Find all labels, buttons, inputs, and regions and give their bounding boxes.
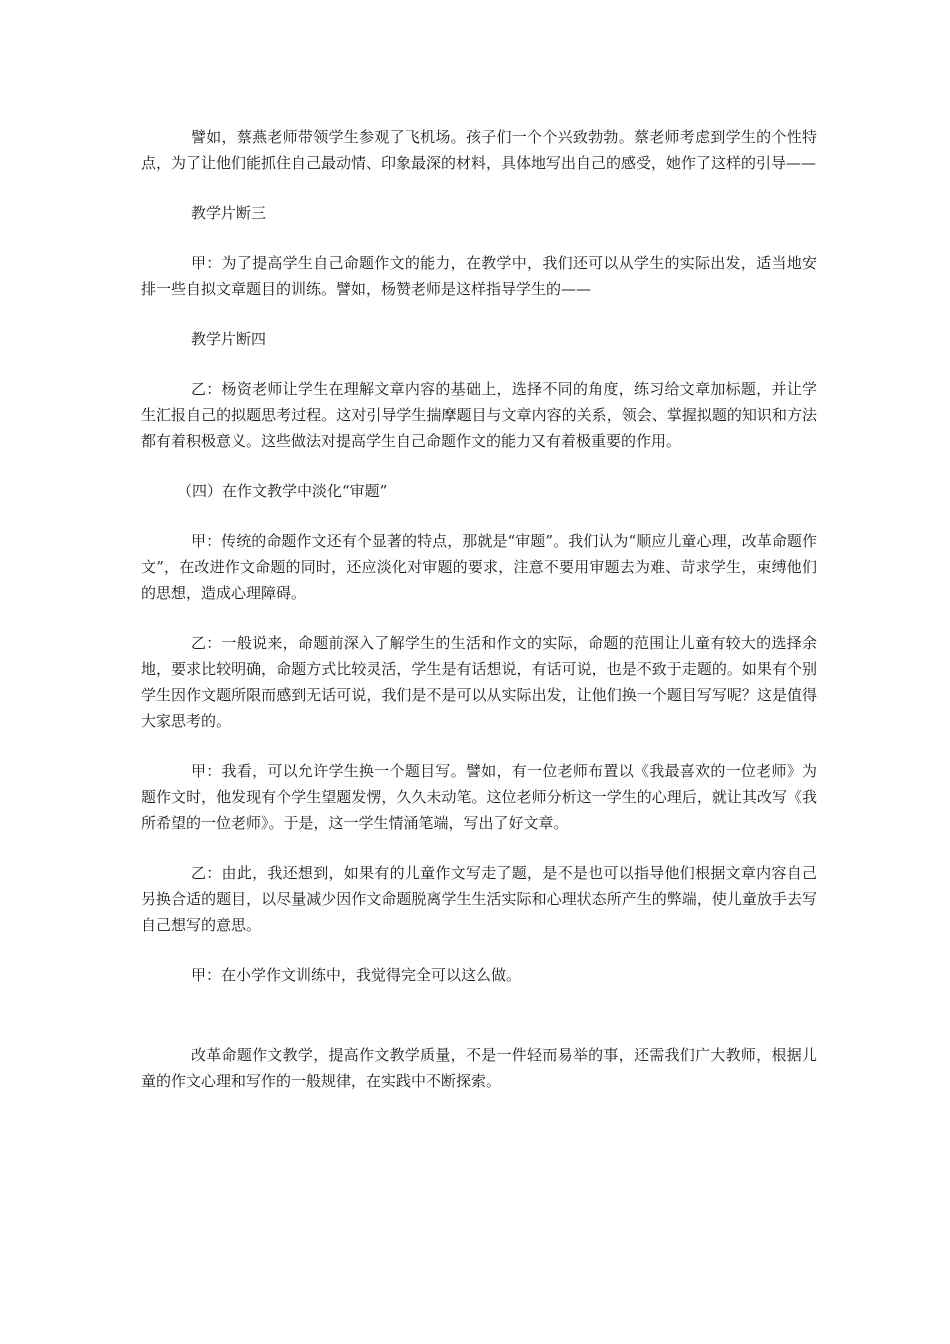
paragraph-jia-traditional: 甲：传统的命题作文还有个显著的特点，那就是“审题”。我们认为“顺应儿童心理，改革命题作文”，在改进作文命题的同时，还应淡化对审题的要求，注意不要用审题去为难、苛求学生，束缚他们的思想，造成心理障碍。 (141, 532, 817, 602)
paragraph-yi-off-topic: 乙：由此，我还想到，如果有的儿童作文写走了题，是不是也可以指导他们根据文章内容自己另换合适的题目，以尽量减少因作文命题脱离学生生活实际和心理状态所产生的弊端，使儿童放手去写自己想写的意思。 (141, 864, 817, 934)
paragraph-jia-allow-change: 甲：我看，可以允许学生换一个题目写。譬如，有一位老师布置以《我最喜欢的一位老师》为题作文时，他发现有个学生望题发愣，久久未动笔。这位老师分析这一学生的心理后，就让其改写《我所希望的一位老师》。于是，这一学生情涌笔端，写出了好文章。 (141, 762, 817, 832)
document-page (141, 124, 817, 1118)
paragraph-conclusion: 改革命题作文教学，提高作文教学质量，不是一件轻而易举的事，还需我们广大教师，根据儿童的作文心理和写作的一般规律，在实践中不断探索。 (141, 1046, 817, 1090)
paragraph-yi-adding-titles: 乙：杨资老师让学生在理解文章内容的基础上，选择不同的角度，练习给文章加标题，并让学生汇报自己的拟题思考过程。这对引导学生揣摩题目与文章内容的关系，领会、掌握拟题的知识和方法都有着积极意义。这些做法对提高学生自己命题作文的能力又有着极重要的作用。 (141, 380, 817, 450)
paragraph-jia-agree: 甲：在小学作文训练中，我觉得完全可以这么做。 (191, 966, 522, 984)
heading-segment-three: 教学片断三 (191, 204, 267, 222)
section-heading-four: （四）在作文教学中淡化“审题” (177, 482, 388, 500)
heading-segment-four: 教学片断四 (191, 330, 267, 348)
paragraph-yi-generally: 乙：一般说来，命题前深入了解学生的生活和作文的实际，命题的范围让儿童有较大的选择余地，要求比较明确，命题方式比较灵活，学生是有话想说，有话可说，也是不致于走题的。如果有个别学生因作文题所限而感到无话可说，我们是不是可以从实际出发，让他们换一个题目写写呢？这是值得大家思考的。 (141, 634, 817, 730)
spacer (141, 1012, 817, 1042)
paragraph-jia-self-titling: 甲：为了提高学生自己命题作文的能力，在教学中，我们还可以从学生的实际出发，适当地安排一些自拟文章题目的训练。譬如，杨赞老师是这样指导学生的—— (141, 254, 817, 298)
paragraph-airport-visit: 譬如，蔡燕老师带领学生参观了飞机场。孩子们一个个兴致勃勃。蔡老师考虑到学生的个性特点，为了让他们能抓住自己最动情、印象最深的材料，具体地写出自己的感受，她作了这样的引导—— (141, 128, 817, 172)
